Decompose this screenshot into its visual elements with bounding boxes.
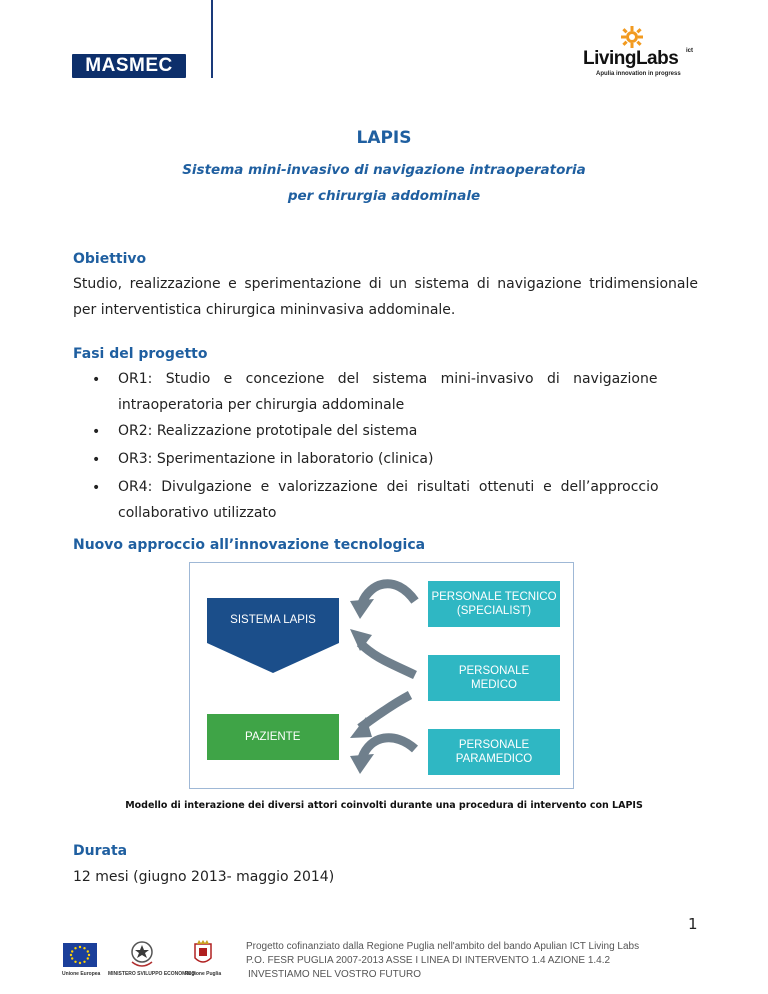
footer-line-3: INVESTIAMO NEL VOSTRO FUTURO bbox=[248, 969, 421, 980]
obiettivo-line-2: per interventistica chirurgica mininvasiva addominale. bbox=[73, 302, 456, 318]
bullet-icon: • bbox=[92, 452, 101, 468]
tecnico-label-1: PERSONALE TECNICO bbox=[431, 591, 557, 603]
diagram-caption: Modello di interazione dei diversi attori coinvolti durante una procedura di intervento con LAPIS bbox=[125, 800, 643, 811]
paziente-label: PAZIENTE bbox=[245, 731, 301, 743]
bullet-icon: • bbox=[92, 372, 101, 388]
medico-label-1: PERSONALE bbox=[458, 665, 530, 677]
page-number: 1 bbox=[688, 915, 698, 933]
gear-icon bbox=[621, 26, 643, 48]
italy-emblem-icon bbox=[129, 940, 155, 970]
fasi-heading: Fasi del progetto bbox=[73, 346, 208, 362]
puglia-crest-icon bbox=[193, 940, 213, 968]
masmec-logo: MASMEC bbox=[72, 54, 186, 78]
obiettivo-line-1: Studio, realizzazione e sperimentazione di un sistema di navigazione tridimensionale bbox=[73, 276, 698, 292]
puglia-label: Regione Puglia bbox=[185, 971, 222, 977]
livinglabs-sup: ict bbox=[686, 48, 694, 54]
durata-text: 12 mesi (giugno 2013- maggio 2014) bbox=[73, 869, 335, 885]
livinglabs-tagline: Apulia innovation in progress bbox=[596, 71, 681, 77]
approccio-heading: Nuovo approccio all’innovazione tecnologica bbox=[73, 537, 426, 553]
fase-2: OR2: Realizzazione prototipale del sistema bbox=[118, 423, 418, 439]
durata-heading: Durata bbox=[73, 843, 128, 859]
tecnico-label-2: (SPECIALIST) bbox=[456, 605, 532, 617]
fase-3: OR3: Sperimentazione in laboratorio (clinica) bbox=[118, 451, 434, 467]
footer-line-1: Progetto cofinanziato dalla Regione Puglia nell'ambito del bando Apulian ICT Living Labs bbox=[246, 941, 640, 952]
livinglabs-logo bbox=[583, 26, 695, 82]
eu-label: Unione Europea bbox=[62, 971, 101, 977]
bullet-icon: • bbox=[92, 424, 101, 440]
obiettivo-heading: Obiettivo bbox=[73, 251, 147, 267]
livinglabs-wordmark: LivingLabs bbox=[583, 48, 679, 69]
header-divider bbox=[211, 0, 213, 78]
fase-4-line-2: collaborativo utilizzato bbox=[118, 505, 277, 521]
subtitle-line-1: Sistema mini-invasivo di navigazione intraoperatoria bbox=[182, 162, 586, 178]
fase-1-line-1: OR1: Studio e concezione del sistema mini-invasivo di navigazione bbox=[118, 371, 658, 387]
ministero-label: MINISTERO SVILUPPO ECONOMICO bbox=[108, 971, 196, 977]
medico-label-2: MEDICO bbox=[471, 679, 517, 691]
sistema-lapis-shape bbox=[207, 598, 339, 673]
fase-1-line-2: intraoperatoria per chirurgia addominale bbox=[118, 397, 405, 413]
sistema-lapis-label: SISTEMA LAPIS bbox=[230, 614, 316, 626]
eu-flag-icon bbox=[63, 943, 97, 967]
paramedico-label-1: PERSONALE bbox=[458, 739, 530, 751]
bullet-icon: • bbox=[92, 480, 101, 496]
footer-line-2: P.O. FESR PUGLIA 2007-2013 ASSE I LINEA DI INTERVENTO 1.4 AZIONE 1.4.2 bbox=[246, 955, 611, 966]
interaction-diagram bbox=[189, 562, 574, 789]
fase-4-line-1: OR4: Divulgazione e valorizzazione dei risultati ottenuti e dell’approccio bbox=[118, 479, 659, 495]
paramedico-label-2: PARAMEDICO bbox=[455, 753, 533, 765]
subtitle-line-2: per chirurgia addominale bbox=[287, 188, 481, 204]
arrow-medico-up bbox=[360, 643, 415, 675]
page-title: LAPIS bbox=[356, 128, 412, 148]
